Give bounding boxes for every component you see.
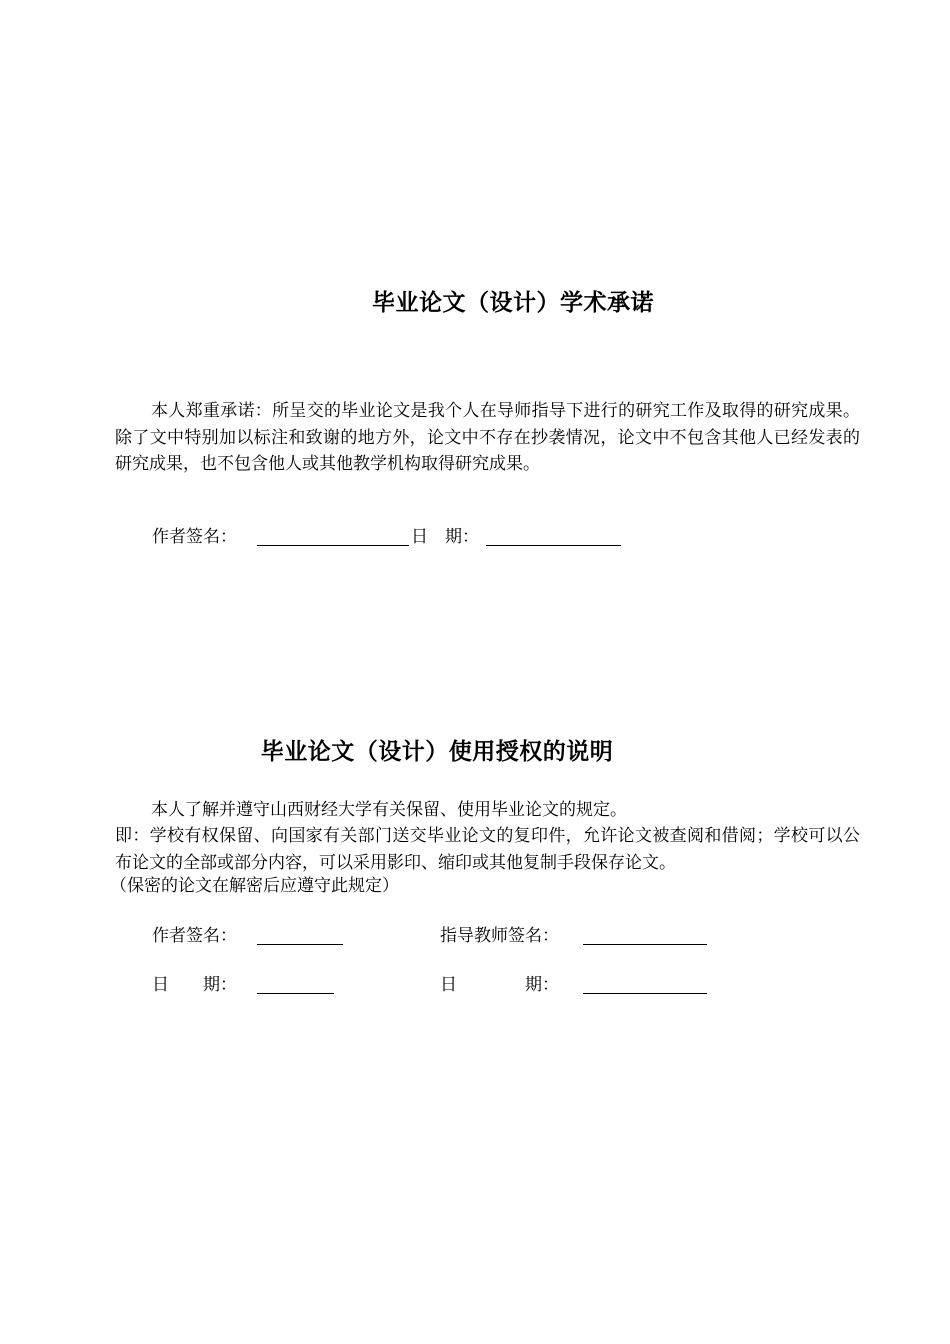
authorization-advisor-date-field[interactable] (583, 993, 707, 994)
authorization-advisor-date-label: 日 期： (440, 975, 559, 995)
commitment-date-field[interactable] (486, 545, 621, 546)
authorization-title: 毕业论文（设计）使用授权的说明 (260, 739, 614, 765)
commitment-body: 本人郑重承诺：所呈交的毕业论文是我个人在导师指导下进行的研究工作及取得的研究成果。除了文中特别加以标注和致谢的地方外，论文中不存在抄袭情况，论文中不包含其他人已经发表的研究成果，也不包含他人或其他教学机构取得研究成果。 (115, 401, 860, 474)
authorization-body: 即：学校有权保留、向国家有关部门送交毕业论文的复印件，允许论文被查阅和借阅；学校可以公布论文的全部或部分内容，可以采用影印、缩印或其他复制手段保存论文。 (115, 826, 860, 873)
authorization-note: （保密的论文在解密后应遵守此规定） (110, 876, 399, 896)
commitment-author-signature-field[interactable] (257, 545, 409, 546)
authorization-author-signature-label: 作者签名： (152, 926, 237, 946)
authorization-advisor-signature-field[interactable] (583, 944, 707, 945)
commitment-title: 毕业论文（设计）学术承诺 (372, 290, 654, 316)
authorization-author-date-label: 日 期： (152, 975, 237, 995)
authorization-line-1: 本人了解并遵守山西财经大学有关保留、使用毕业论文的规定。 (151, 800, 627, 820)
commitment-author-signature-label: 作者签名： (152, 527, 237, 547)
authorization-author-date-field[interactable] (257, 993, 334, 994)
authorization-advisor-signature-label: 指导教师签名： (440, 926, 559, 946)
authorization-author-signature-field[interactable] (257, 944, 343, 945)
commitment-date-label: 日 期： (411, 527, 479, 547)
